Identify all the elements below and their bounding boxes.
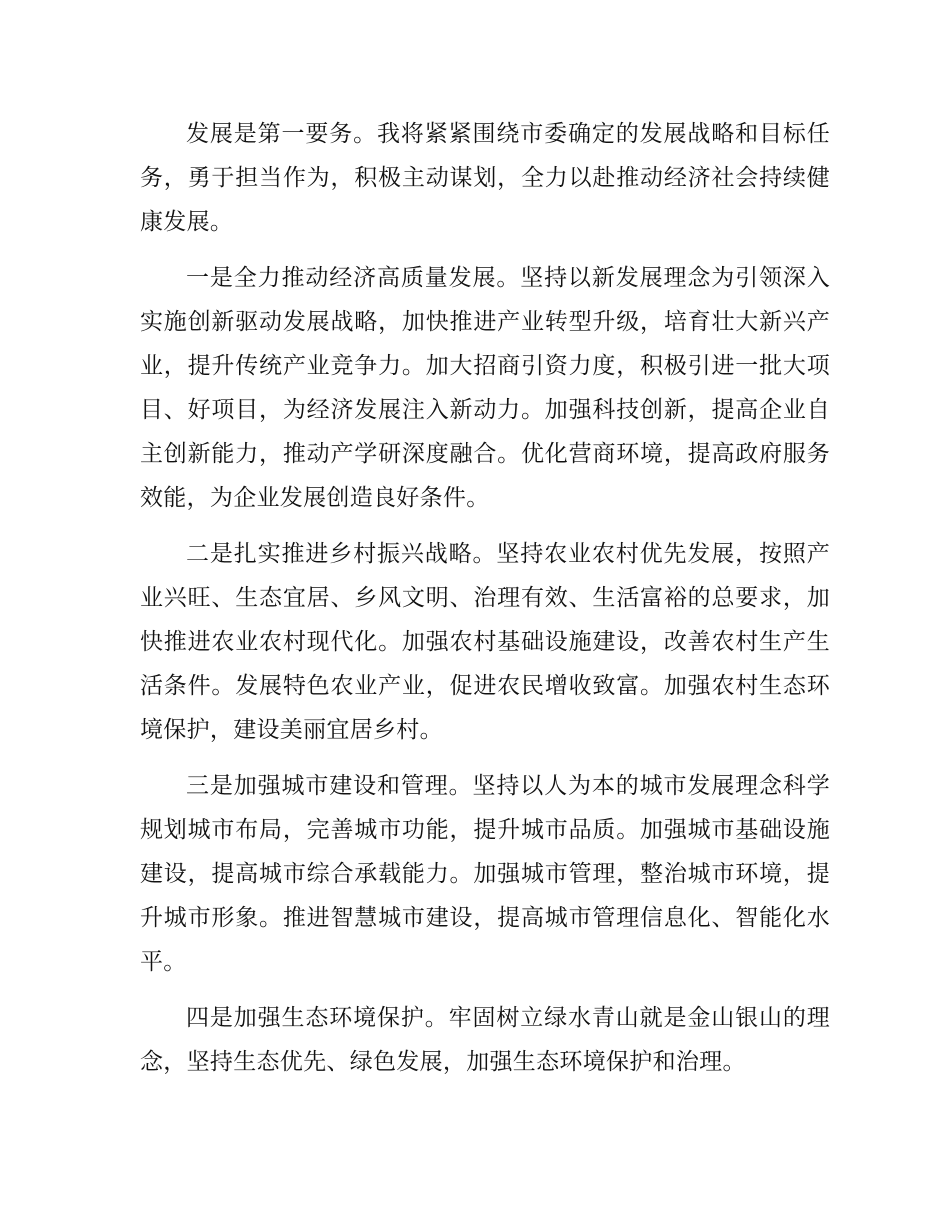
paragraph-rural: 二是扎实推进乡村振兴战略。坚持农业农村优先发展，按照产业兴旺、生态宜居、乡风文明、治理有效、生活富裕的总要求，加快推进农业农村现代化。加强农村基础设施建设，改善农村生产生活条件。发展特色农业产业，促进农民增收致富。加强农村生态环境保护，建设美丽宜居乡村。	[140, 541, 830, 743]
paragraph-urban: 三是加强城市建设和管理。坚持以人为本的城市发展理念科学规划城市布局，完善城市功能，提升城市品质。加强城市基础设施建设，提高城市综合承载能力。加强城市管理，整治城市环境，提升城市形象。推进智慧城市建设，提高城市管理信息化、智能化水平。	[140, 773, 830, 975]
paragraph-intro: 发展是第一要务。我将紧紧围绕市委确定的发展战略和目标任务，勇于担当作为，积极主动谋划，全力以赴推动经济社会持续健康发展。	[140, 121, 830, 235]
paragraph-ecology: 四是加强生态环境保护。牢固树立绿水青山就是金山银山的理念，坚持生态优先、绿色发展，加强生态环境保护和治理。	[140, 1005, 830, 1075]
paragraph-economy: 一是全力推动经济高质量发展。坚持以新发展理念为引领深入实施创新驱动发展战略，加快推进产业转型升级，培育壮大新兴产业，提升传统产业竞争力。加大招商引资力度，积极引进一批大项目、好项目，为经济发展注入新动力。加强科技创新，提高企业自主创新能力，推动产学研深度融合。优化营商环境，提高政府服务效能，为企业发展创造良好条件。	[140, 265, 830, 511]
document-body	[140, 112, 830, 1096]
